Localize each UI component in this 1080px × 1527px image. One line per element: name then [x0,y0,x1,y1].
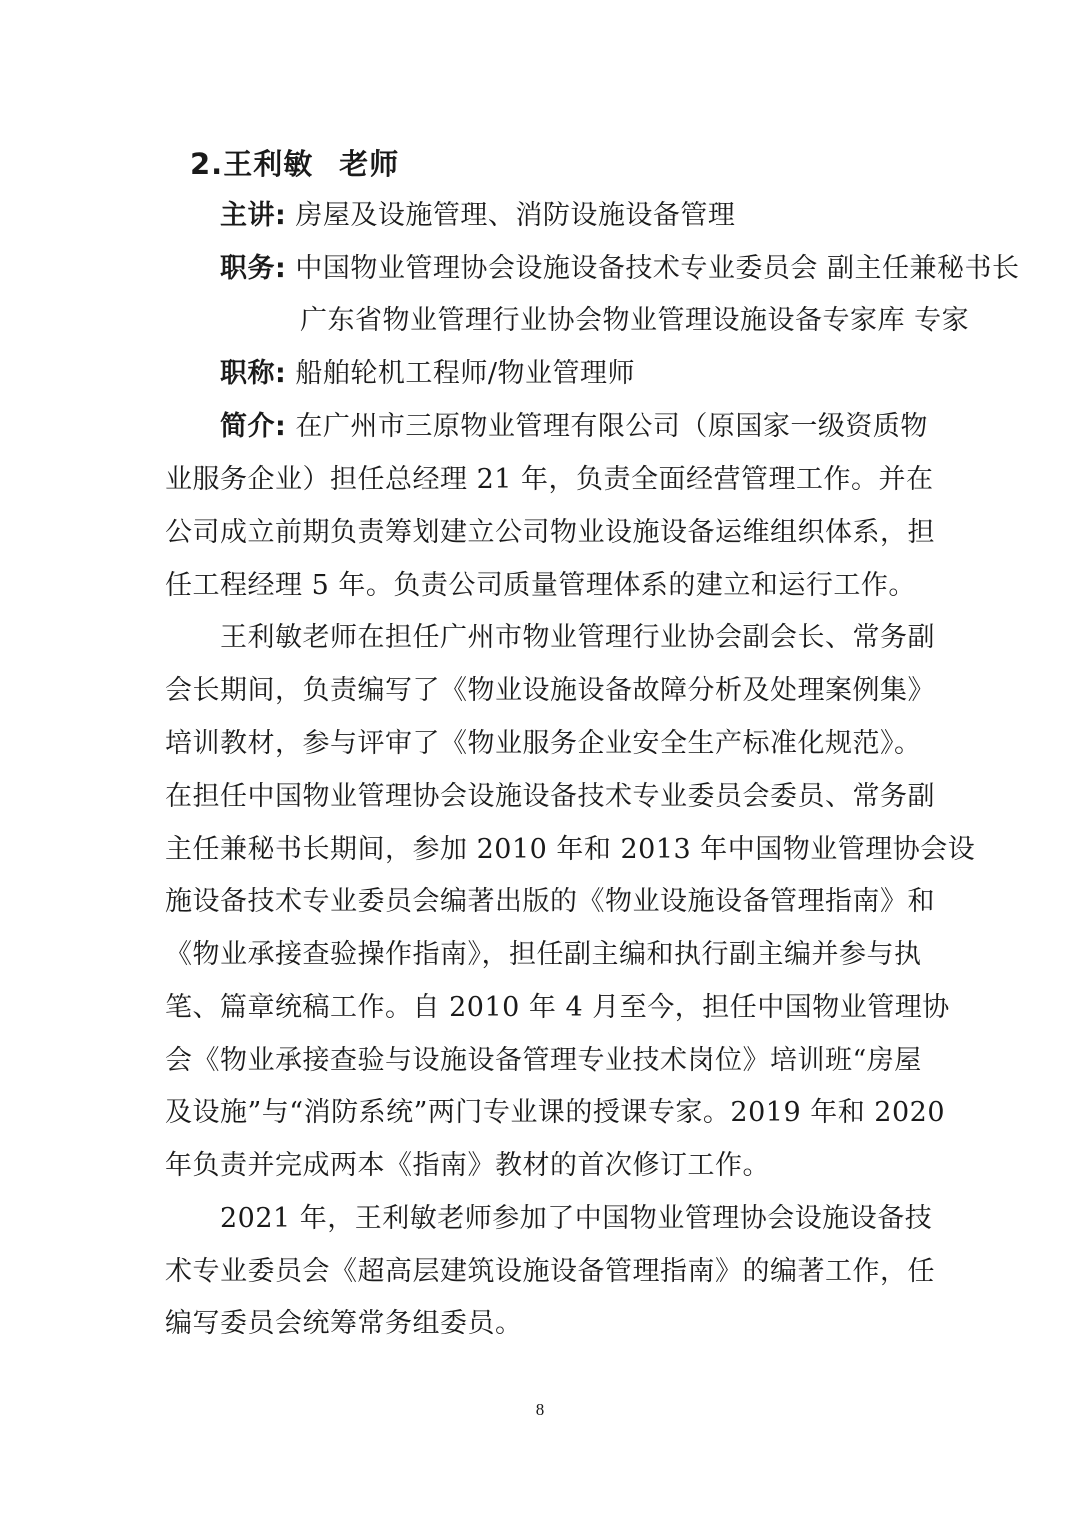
para2-line-1: 王利敏老师在担任广州市物业管理行业协会副会长、常务副 [220,622,935,653]
lecture-value: 房屋及设施管理、消防设施设备管理 [295,200,736,231]
titles-label: 职称: [220,358,287,389]
titles-value: 船舶轮机工程师/物业管理师 [295,358,636,389]
para2-line-5: 主任兼秘书长期间，参加 2010 年和 2013 年中国物业管理协会设 [165,834,976,865]
para2-line-10: 及设施”与“消防系统”两门专业课的授课专家。2019 年和 2020 [165,1097,945,1128]
para2-line-8: 笔、篇章统稿工作。自 2010 年 4 月至今，担任中国物业管理协 [165,992,950,1023]
para2-line-2: 会长期间，负责编写了《物业设施设备故障分析及处理案例集》 [165,675,935,706]
teacher-title: 老师 [339,147,400,181]
para3-line-1: 2021 年，王利敏老师参加了中国物业管理协会设施设备技 [220,1203,933,1234]
intro-line-1 [220,407,980,447]
position-value-1: 中国物业管理协会设施设备技术专业委员会 副主任兼秘书长 [295,253,1020,284]
para2-line-4: 在担任中国物业管理协会设施设备技术专业委员会委员、常务副 [165,781,935,812]
titles-line [220,354,980,394]
intro-text-1: 在广州市三原物业管理有限公司（原国家一级资质物 [295,411,928,442]
section-heading [190,142,399,183]
para2-line-7: 《物业承接查验操作指南》，担任副主编和执行副主编并参与执 [165,939,922,970]
page-number: 8 [535,1400,545,1419]
position-label: 职务: [220,253,287,284]
section-number: 2. [190,147,224,181]
position-line-2 [300,301,1060,341]
teacher-name: 王利敏 [223,147,314,181]
para3-line-2: 术专业委员会《超高层建筑设施设备管理指南》的编著工作，任 [165,1256,935,1287]
para2-line-3: 培训教材，参与评审了《物业服务企业安全生产标准化规范》。 [165,728,922,759]
lecture-line [220,196,980,236]
intro-line-4: 任工程经理 5 年。负责公司质量管理体系的建立和运行工作。 [165,570,916,601]
intro-line-2: 业服务企业）担任总经理 21 年，负责全面经营管理工作。并在 [165,464,934,495]
para2-line-6: 施设备技术专业委员会编著出版的《物业设施设备管理指南》和 [165,886,935,917]
position-value-2: 广东省物业管理行业协会物业管理设施设备专家库 专家 [300,305,970,336]
para3-line-3: 编写委员会统筹常务组委员。 [165,1308,523,1339]
para2-line-11: 年负责并完成两本《指南》教材的首次修订工作。 [165,1150,770,1181]
intro-label: 简介: [220,411,287,442]
position-line [220,249,1020,289]
intro-line-3: 公司成立前期负责筹划建立公司物业设施设备运维组织体系，担 [165,517,935,548]
para2-line-9: 会《物业承接查验与设施设备管理专业技术岗位》培训班“房屋 [165,1045,922,1076]
lecture-label: 主讲: [220,200,287,231]
